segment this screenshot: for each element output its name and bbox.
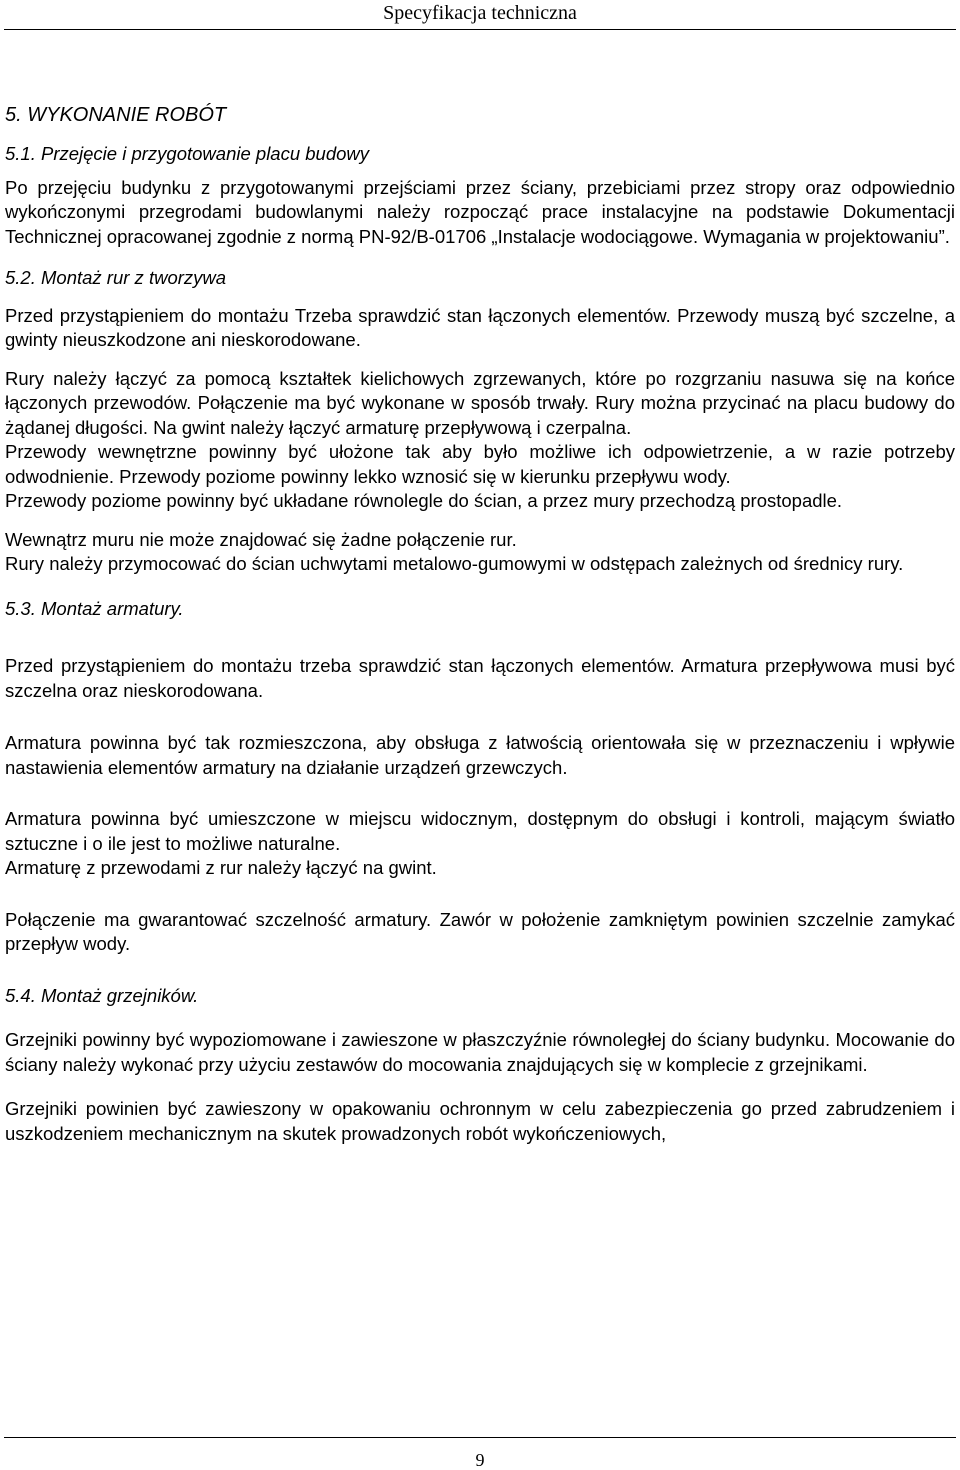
paragraph: Wewnątrz muru nie może znajdować się żadne połączenie rur. [5, 528, 517, 550]
paragraph: Przewody poziome powinny być układane równolegle do ścian, a przez mury przechodzą prostopadle. [5, 490, 843, 511]
subsection-title-5-2: 5.2. Montaż rur z tworzywa [5, 267, 227, 288]
footer-divider [4, 1437, 956, 1438]
page-number: 9 [475, 1450, 485, 1470]
paragraph: Armaturę z przewodami z rur należy łączyć na gwint. [5, 857, 437, 878]
document-body [5, 101, 955, 1146]
paragraph: Przed przystąpieniem do montażu trzeba sprawdzić stan łączonych elementów. Armatura przepływowa musi być szczelna oraz nieskorodowana. [5, 655, 955, 701]
paragraph: Grzejniki powinny być wypoziomowane i zawieszone w płaszczyźnie równoległej do ściany budynku. Mocowanie do ściany należy wykonać przy użyciu zestawów do mocowania znajdujących się w komplecie z grzejnikami. [5, 1029, 955, 1075]
paragraph: Przed przystąpieniem do montażu Trzeba sprawdzić stan łączonych elementów. Przewody muszą być szczelne, a gwinty nieuszkodzone ani nieskorodowane. [5, 304, 955, 350]
subsection-title-5-4: 5.4. Montaż grzejników. [5, 984, 199, 1006]
paragraph: Armatura powinna być tak rozmieszczona, aby obsługa z łatwością orientowała się w przeznaczeniu i wpływie nastawienia elementów armatury na działanie urządzeń grzewczych. [5, 732, 955, 778]
paragraph: Rury należy przymocować do ścian uchwytami metalowo-gumowymi w odstępach zależnych od średnicy rury. [5, 553, 904, 574]
header-divider [4, 29, 956, 30]
page-header-title: Specyfikacja techniczna [383, 2, 577, 24]
paragraph: Rury należy łączyć za pomocą kształtek kielichowych zgrzewanych, które po rozgrzaniu nasuwa się na końce łączonych przewodów. Połączenie ma być wykonane w sposób trwały. Rury można przycinać na placu budowy do żądanej długości. Na gwint należy łączyć armaturę przepływową i czerpalna. [5, 367, 955, 438]
paragraph: Przewody wewnętrzne powinny być ułożone tak aby było możliwe ich odpowietrzenie, a w razie potrzeby odwodnienie. Przewody poziome powinny lekko wznosić się w kierunku przepływu wody. [5, 441, 955, 487]
subsection-title-5-3: 5.3. Montaż armatury. [5, 597, 184, 619]
paragraph: Po przejęciu budynku z przygotowanymi przejściami przez ściany, przebiciami przez stropy oraz odpowiednio wykończonymi przegrodami budowlanymi należy rozpocząć prace instalacyjne na podstawie Dokumentacji Technicznej opracowanej zgodnie z normą PN-92/B-01706 „Instalacje wodociągowe. Wymagania w projektowaniu”. [5, 176, 955, 247]
subsection-title-5-1: 5.1. Przejęcie i przygotowanie placu budowy [5, 143, 370, 164]
paragraph: Armatura powinna być umieszczone w miejscu widocznym, dostępnym do obsługi i kontroli, mającym światło sztuczne i o ile jest to możliwe naturalne. [5, 808, 955, 854]
section-heading: 5. WYKONANIE ROBÓT [5, 104, 227, 126]
paragraph: Grzejniki powinien być zawieszony w opakowaniu ochronnym w celu zabezpieczenia go przed zabrudzeniem i uszkodzeniem mechanicznym na skutek prowadzonych robót wykończeniowych, [5, 1098, 955, 1144]
paragraph: Połączenie ma gwarantować szczelność armatury. Zawór w położenie zamkniętym powinien szczelnie zamykać przepływ wody. [5, 908, 955, 954]
